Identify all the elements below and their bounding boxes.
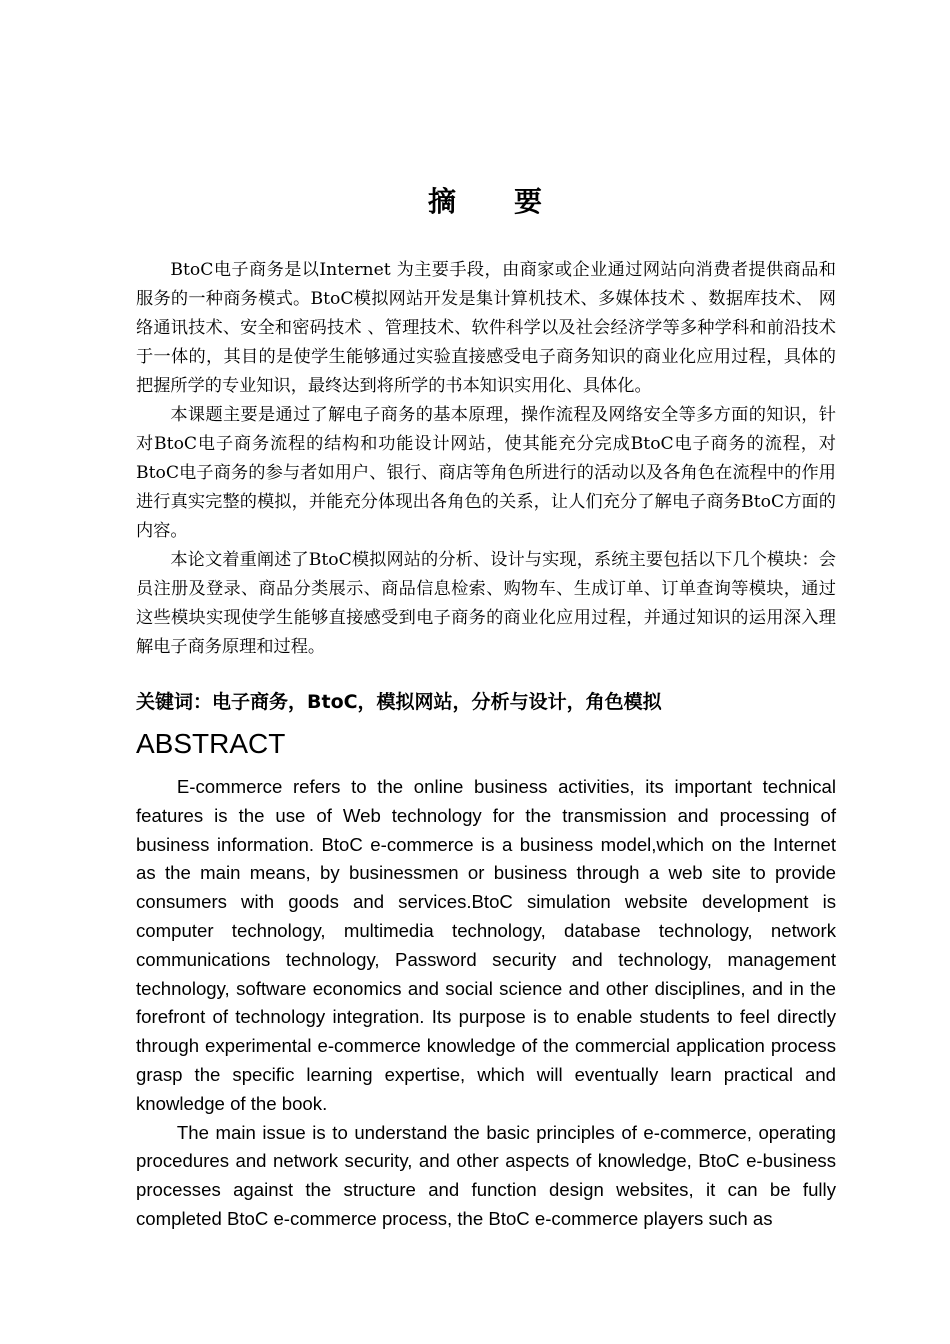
- chinese-abstract-paragraph-1: BtoC电子商务是以Internet 为主要手段，由商家或企业通过网站向消费者提供商品和服务的一种商务模式。BtoC模拟网站开发是集计算机技术、多媒体技术 、数据库技术、 网络通讯技术、安全和密码技术 、管理技术、软件科学以及社会经济学等多种学科和前沿技术于一体的，其目的是使学生能够通过实验直接感受电子商务知识的商业化应用过程，具体的把握所学的专业知识，最终达到将所学的书本知识实用化、具体化。: [136, 260, 836, 396]
- chinese-abstract-title-part2: 要: [514, 185, 545, 218]
- english-abstract-body: [136, 773, 836, 1234]
- chinese-abstract-body: [136, 256, 836, 662]
- english-abstract-title: ABSTRACT: [136, 728, 286, 759]
- chinese-abstract-title: [136, 180, 836, 220]
- chinese-abstract-paragraph-3: 本论文着重阐述了BtoC模拟网站的分析、设计与实现，系统主要包括以下几个模块：会员注册及登录、商品分类展示、商品信息检索、购物车、生成订单、订单查询等模块，通过这些模块实现使学生能够直接感受到电子商务的商业化应用过程，并通过知识的运用深入理解电子商务原理和过程。: [136, 550, 836, 657]
- chinese-abstract-paragraph-2: 本课题主要是通过了解电子商务的基本原理，操作流程及网络安全等多方面的知识，针对BtoC电子商务流程的结构和功能设计网站，使其能充分完成BtoC电子商务的流程，对BtoC电子商务的参与者如用户、银行、商店等角色所进行的活动以及各角色在流程中的作用进行真实完整的模拟，并能充分体现出各角色的关系，让人们充分了解电子商务BtoC方面的内容。: [136, 405, 836, 541]
- english-abstract-paragraph-1: E-commerce refers to the online business activities, its important technical features is the use of Web technology for the transmission and processing of business information. BtoC e-commerce is a business model,which on the Internet as the main means, by businessmen or business through a web site to provide consumers with goods and services.BtoC simulation website development is computer technology, multimedia technology, database technology, network communications technology, Password security and technology, management technology, software economics and social science and other disciplines, and in the forefront of technology integration. Its purpose is to enable students to feel directly through experimental e-commerce knowledge of the commercial application process grasp the specific learning expertise, which will eventually learn practical and knowledge of the book.: [136, 776, 836, 1114]
- english-abstract-paragraph-2: The main issue is to understand the basic principles of e-commerce, operating procedures and network security, and other aspects of knowledge, BtoC e-business processes against the structure and function design websites, it can be fully completed BtoC e-commerce process, the BtoC e-commerce players such as: [136, 1121, 836, 1229]
- chinese-keywords: 关键词：电子商务，BtoC，模拟网站，分析与设计，角色模拟: [136, 691, 662, 713]
- chinese-abstract-title-part1: 摘: [427, 185, 458, 218]
